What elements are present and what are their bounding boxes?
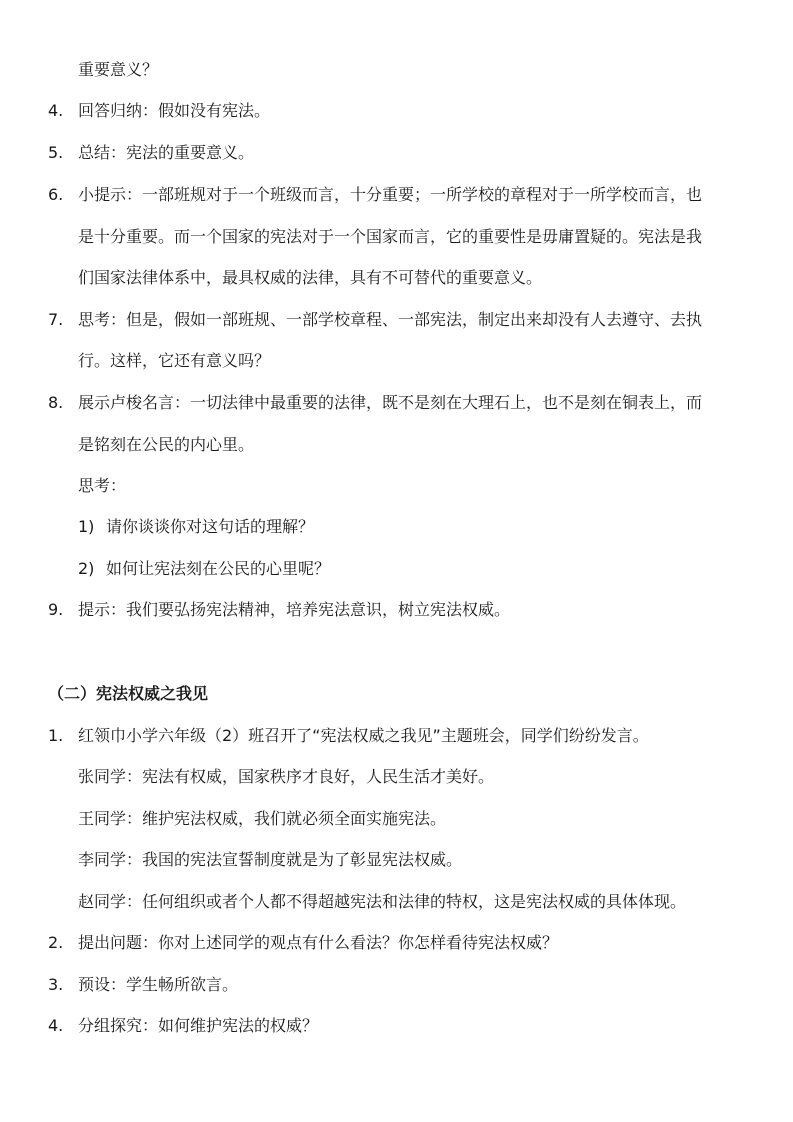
list-item-text: 思考：但是，假如一部班规、一部学校章程、一部宪法，制定出来却没有人去遵守、去执 (78, 310, 703, 329)
list-number: 6. (48, 185, 64, 204)
student-statement: 王同学：维护宪法权威，我们就必须全面实施宪法。 (78, 809, 447, 828)
list-number: 3. (48, 975, 64, 994)
list-item-text: 总结：宪法的重要意义。 (78, 143, 255, 162)
sub-list-item-text: 如何让宪法刻在公民的心里呢？ (106, 559, 331, 578)
list-item-text: 展示卢梭名言：一切法律中最重要的法律，既不是刻在大理石上，也不是刻在铜表上，而 (78, 393, 703, 412)
list-item-text: 小提示：一部班规对于一个班级而言，十分重要；一所学校的章程对于一所学校而言，也 (78, 185, 703, 204)
list-item-text: 提出问题：你对上述同学的观点有什么看法？你怎样看待宪法权威？ (78, 933, 559, 952)
list-item-text-continued: 行。这样，它还有意义吗？ (78, 351, 271, 370)
list-number: 2. (48, 933, 64, 952)
student-statement: 李同学：我国的宪法宣誓制度就是为了彰显宪法权威。 (78, 850, 463, 869)
text-line: 重要意义？ (78, 60, 159, 79)
list-item-text-continued: 是十分重要。而一个国家的宪法对于一个国家而言，它的重要性是毋庸置疑的。宪法是我 (78, 227, 703, 246)
list-number: 7. (48, 310, 64, 329)
list-item-text: 分组探究：如何维护宪法的权威？ (78, 1016, 319, 1035)
list-number: 4. (48, 1016, 64, 1035)
list-item-text: 预设：学生畅所欲言。 (78, 975, 239, 994)
sub-list-number: 2) (78, 559, 95, 578)
list-item-text-continued: 们国家法律体系中，最具权威的法律，具有不可替代的重要意义。 (78, 268, 543, 287)
sub-list-item-text: 请你谈谈你对这句话的理解？ (106, 517, 315, 536)
list-item-text-continued: 是铭刻在公民的内心里。 (78, 435, 255, 454)
list-number: 8. (48, 393, 64, 412)
list-number: 1. (48, 726, 64, 745)
list-number: 9. (48, 600, 64, 619)
section-heading: （二）宪法权威之我见 (48, 684, 209, 703)
list-number: 4. (48, 101, 64, 120)
student-statement: 张同学：宪法有权威，国家秩序才良好，人民生活才美好。 (78, 767, 495, 786)
think-label: 思考： (78, 476, 127, 495)
student-statement: 赵同学：任何组织或者个人都不得超越宪法和法律的特权，这是宪法权威的具体体现。 (78, 892, 687, 911)
list-number: 5. (48, 143, 64, 162)
list-item-text: 提示：我们要弘扬宪法精神，培养宪法意识，树立宪法权威。 (78, 600, 511, 619)
sub-list-number: 1) (78, 517, 95, 536)
list-item-text: 红领巾小学六年级（2）班召开了“宪法权威之我见”主题班会，同学们纷纷发言。 (78, 726, 649, 745)
list-item-text: 回答归纳：假如没有宪法。 (78, 101, 271, 120)
